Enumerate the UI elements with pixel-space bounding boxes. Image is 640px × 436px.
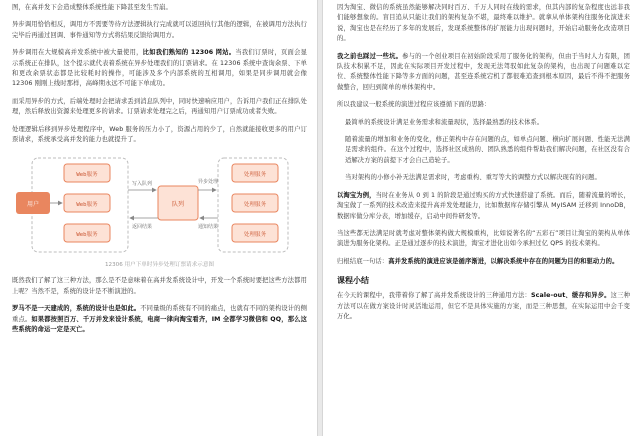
text-run: 归根结底一句话： [337,257,389,265]
queue-node [158,186,198,220]
text-run: 异步调用在大规模高并发系统中被大量使用， [12,49,143,57]
user-label: 用户 [26,201,40,209]
bold-text: 如果都按照百万、千万并发来设计系统，电商一律向淘宝看齐，IM 全都学习微信和 QQ，那么这些系统的命运一定是灭亡。 [12,315,307,334]
paragraph: 所以我建议一般系统的演进过程应该遵循下面的思路： [337,101,491,109]
text-run: 当我们订票时，页面会显示系统正在排队，这个提示就代表着系统在异步处理我们的订票请求。在 12306 系统中查询余票、下单和更改余票状态都是比较耗时的操作，可能涉及多个内部系统的互相调用，如果是同步调用就会像 12306 刚刚上线时那样，高峰期永远不可能下单成功。 [12,49,308,88]
async-arrow-label: 异步处理 [197,179,219,186]
process-service-node [232,194,278,212]
process-service-node [232,164,278,182]
paragraph [337,52,630,94]
notify-arrow-label: 通知结果 [197,224,219,231]
bold-text: 罗马不是一天建成的，系统的设计也是如此。 [12,305,141,313]
paragraph: 图，在高并发下会造成整体系统性能下降甚至发生雪崩。 [12,4,172,11]
paragraph [337,191,630,222]
paragraph: 处理逻辑后移到异步处理程序中，Web 服务的压力小了，资源占用的少了，自然就能接收更多的用户订票请求，系统承受高并发的能力也就提升了。 [12,125,307,144]
return-arrow-label: 返回结果 [131,224,153,231]
paragraph: 而采用异步的方式，后端处理时会把请求丢到消息队列中，同时快速响应用户，告诉用户我们正在排队处理，然后释放出资源来处理更多的请求。订票请求处理完之后，再通知用户订票成功或者失败。 [12,97,307,116]
section-heading: 课程小结 [337,276,369,286]
right-page [322,0,640,436]
web-label: Web服务 [76,202,98,209]
left-page [0,0,318,436]
process-service-node [232,224,278,242]
list-item: 最简单的系统设计满足业务需求和流量现状，选择最熟悉的技术体系。 [345,118,544,126]
web-label: Web服务 [76,232,98,239]
paragraph: 当这些都无法满足时就考虑对整体架构做大规模重构，比如说著名的“五彩石”项目让淘宝的架构从单体演进为服务化架构。正是通过逐步的技术演进，淘宝才进化出如今承担过亿 QPS 的技术架构。 [337,229,630,248]
web-service-node [64,194,110,212]
process-label: 处理服务 [243,202,267,209]
paragraph: 因为淘宝、微信的系统虽然能够解决同时百万、千万人同时在线的需求，但其内部的复杂程度也远非我们能够想象的。盲目追从只能让我们的架构复杂不堪，最终难以维护。就拿从单体架构往服务化演进来说，淘宝也是在经历了多年的发展后，发现系统整体的扩展能力出现问题时，开始启动服务化改造项目的。 [337,4,630,43]
text-run: 不同量级的系统有不同的痛点，也就有不同的架构设计的侧重点。 [12,305,307,323]
bold-text: 比如我们熟知的 12306 网站。 [142,49,236,57]
paragraph [337,257,630,267]
web-service-node [64,224,110,242]
web-service-node [64,164,110,182]
user-node [16,192,50,214]
text-run: 在今天的课程中，我带着你了解了高并发系统设计的三种通用方法： [337,292,532,300]
bold-text: 高并发系统的演进应该是循序渐进，以解决系统中存在的问题为目的和驱动力的。 [388,257,619,265]
text-run: 参与的一个创业项目在初始阶段采用了服务化的架构，但由于当时人力有限，团队技术积累不足，因此在实际项目开发过程中，发现无法驾驭如此复杂的架构，也出现了问题难以定位、系统整体性能下降等多方面的问题，甚至连系统宕机了都很难追查到根本原因，最后不得不把服务做整合，回归到简单的单体架构中。 [337,52,631,91]
bold-text: 以淘宝为例， [337,191,376,199]
paragraph [12,48,307,90]
paragraph: 既然我们了解了这三种方法，那么是不是意味着在高并发系统设计中，开发一个系统时要把这些方法都用上呢？当然不是，系统的设计是不断演进的。 [12,277,307,295]
web-label: Web服务 [76,172,98,179]
paragraph: 异步调用恰恰相反，调用方不需要等待方法逻辑执行完成就可以返回执行其他的逻辑，在被调用方法执行完毕后再通过回调、事件通知等方式将结果反馈给调用方。 [12,21,307,39]
bold-text: 我之前也踩过一些坑。 [337,52,403,60]
text-run: 当时在业务从 0 到 1 的阶段是通过购买的方式快速搭建了系统。而后，随着流量的增长，淘宝做了一系列的技术改造来提升高并发处理能力，比如数据库存储引擎从 MyISAM 迁移到 InnoDB，数据库做分库分表，增加缓存，启动中间件研发等。 [337,191,630,220]
queue-label: 队列 [171,201,185,209]
paragraph [337,291,630,322]
figure-caption: 12306 用户下单时异步处理订票请求示意图 [104,262,215,269]
async-order-diagram [12,152,312,258]
diagram-canvas [12,152,312,258]
list-item: 当对架构的小修小补无法满足需求时，考虑重构、重写等大的调整方式以解决现有的问题。 [345,174,601,182]
list-item: 随着流量的增加和业务的变化，修正架构中存在问题的点，如单点问题、横向扩展问题、性能无法满足需求的组件。在这个过程中，选择社区成熟的、团队熟悉的组件帮助我们解决问题，在社区没有合适解决方案的前提下才会自己造轮子。 [345,136,630,164]
text-run: 这三种方法可以在做方案设计时灵活地运用，但它不是具体实施的方案，而是三种思想，在实际运用中会千变万化。 [337,292,630,320]
process-label: 处理服务 [243,172,267,179]
bold-text: Scale-out、缓存和异步。 [531,292,611,300]
process-label: 处理服务 [243,232,267,239]
send-arrow-label: 写入队列 [131,181,153,188]
paragraph [12,304,307,335]
